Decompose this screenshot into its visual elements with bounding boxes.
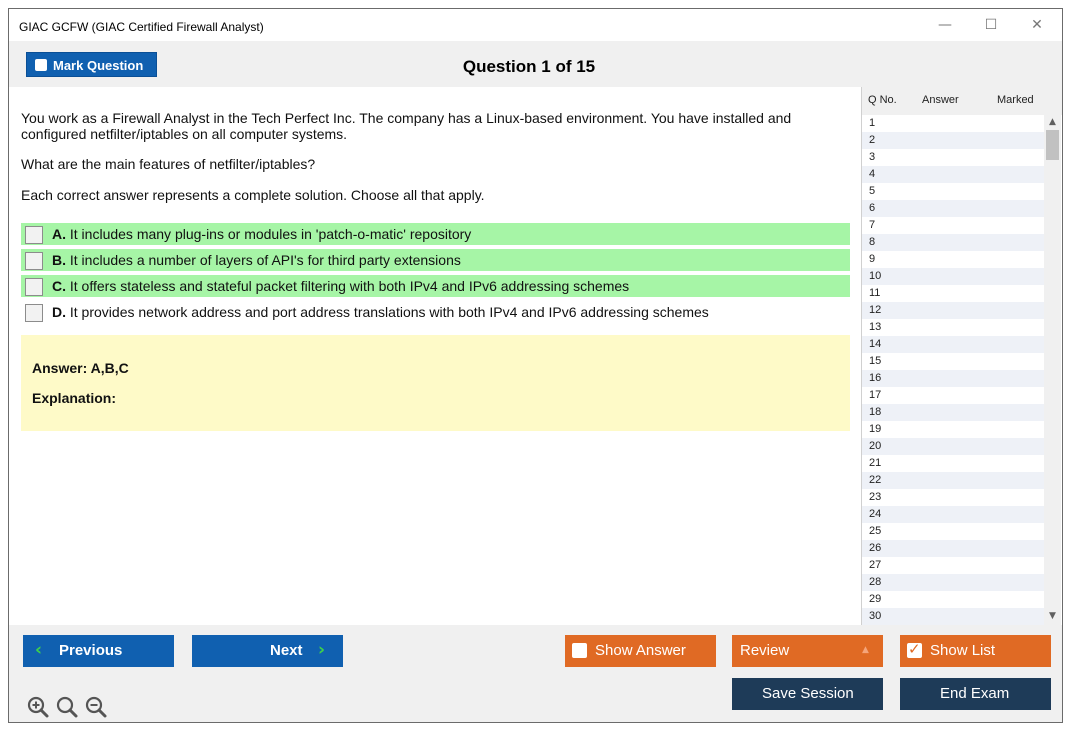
question-list-row[interactable]: 21 [869,457,882,469]
question-list-row[interactable]: 11 [869,287,881,299]
review-label: Review [740,642,790,659]
option-a-text: It includes many plug-ins or modules in 'patch-o-matic' repository [69,226,472,242]
option-a-letter: A. [52,226,66,242]
previous-button[interactable] [23,635,174,667]
question-list-row[interactable]: 1 [869,117,876,129]
end-exam-button[interactable] [900,678,1051,710]
qno-column-header: Q No. [868,94,897,106]
chevron-right-icon: › [318,640,326,660]
question-list-row[interactable]: 5 [869,185,876,197]
question-list-scrollbar[interactable] [1044,115,1061,625]
question-list-row[interactable]: 9 [869,253,876,265]
marked-column-header: Marked [997,94,1034,106]
answer-panel [21,335,850,431]
show-answer-checkbox[interactable] [572,643,587,658]
zoom-in-icon[interactable] [26,695,50,719]
caret-down-icon: ▲ [862,645,869,655]
scroll-down-icon[interactable]: ▼ [1049,611,1056,621]
question-list-row[interactable]: 16 [862,370,1044,387]
question-list-row[interactable]: 20 [862,438,1044,455]
question-list-panel [861,87,1062,625]
question-list-rows [862,115,1044,625]
question-list-row[interactable]: 26 [862,540,1044,557]
option-b[interactable] [21,249,850,271]
question-list-row[interactable]: 30 [862,608,1044,625]
question-list-row[interactable]: 17 [869,389,882,401]
option-d-checkbox[interactable] [25,304,43,322]
maximize-icon[interactable]: ☐ [984,17,998,33]
show-list-label: Show List [930,642,996,659]
question-list-row[interactable]: 12 [862,302,1044,319]
option-c-letter: C. [52,278,66,294]
previous-label: Previous [59,642,123,659]
question-pane [9,87,861,625]
bottom-toolbar [9,625,1062,722]
close-icon[interactable]: ✕ [1031,17,1043,33]
option-c[interactable] [21,275,850,297]
option-c-text: It offers stateless and stateful packet filtering with both IPv4 and IPv6 addressing schemes [69,278,630,294]
question-list-row[interactable]: 28 [862,574,1044,591]
option-d-text: It provides network address and port address translations with both IPv4 and IPv6 addressing schemes [69,304,709,320]
question-list-row[interactable]: 19 [869,423,882,435]
question-list-row[interactable]: 2 [862,132,1044,149]
option-a-checkbox[interactable] [25,226,43,244]
question-list-row[interactable]: 7 [869,219,876,231]
end-exam-label: End Exam [940,685,1010,702]
question-counter: Question 1 of 15 [462,57,596,76]
show-list-checkbox[interactable] [907,643,922,658]
option-d-letter: D. [52,304,66,320]
answer-column-header: Answer [922,94,959,106]
minimize-icon[interactable]: — [938,17,952,33]
mark-question-label: Mark Question [53,58,144,73]
question-list-row[interactable]: 15 [869,355,882,367]
question-list-header [862,87,1062,115]
question-prompt: What are the main features of netfilter/iptables? [21,156,316,172]
window-title: GIAC GCFW (GIAC Certified Firewall Analyst) [19,20,264,34]
option-b-letter: B. [52,252,66,268]
mark-question-button[interactable] [26,52,157,77]
review-dropdown[interactable] [732,635,883,667]
question-list-row[interactable]: 25 [869,525,882,537]
show-answer-button[interactable] [565,635,716,667]
option-b-checkbox[interactable] [25,252,43,270]
title-bar [9,9,1062,41]
question-list-row[interactable]: 3 [869,151,876,163]
option-c-checkbox[interactable] [25,278,43,296]
question-list-row[interactable]: 4 [862,166,1044,183]
question-list-row[interactable]: 14 [862,336,1044,353]
zoom-out-icon[interactable] [84,695,108,719]
question-stem: You work as a Firewall Analyst in the Tech Perfect Inc. The company has a Linux-based environment. You have installed and configured netfilter/iptables on all computer systems. [21,110,792,142]
show-list-button[interactable] [900,635,1051,667]
save-session-label: Save Session [762,685,854,702]
question-list-row[interactable]: 6 [862,200,1044,217]
top-toolbar [9,41,1062,87]
next-button[interactable] [192,635,343,667]
scroll-up-icon[interactable]: ▲ [1049,117,1056,127]
scroll-thumb[interactable] [1046,130,1059,160]
question-instruction: Each correct answer represents a complete solution. Choose all that apply. [21,187,485,203]
explanation-label: Explanation: [32,390,117,406]
answer-text: Answer: A,B,C [32,360,129,376]
option-b-text: It includes a number of layers of API's for third party extensions [69,252,461,268]
app-window [8,8,1063,723]
question-list-row[interactable]: 10 [862,268,1044,285]
option-d[interactable] [21,301,850,323]
show-answer-label: Show Answer [595,642,686,659]
question-list-row[interactable]: 22 [862,472,1044,489]
question-list-row[interactable]: 23 [869,491,882,503]
question-list-row[interactable]: 27 [869,559,882,571]
next-label: Next [270,642,303,659]
zoom-reset-icon[interactable] [55,695,79,719]
save-session-button[interactable] [732,678,883,710]
question-list-row[interactable]: 13 [869,321,882,333]
question-list-row[interactable]: 8 [862,234,1044,251]
question-list-row[interactable]: 18 [862,404,1044,421]
chevron-left-icon: ‹ [35,640,43,660]
question-list-row[interactable]: 29 [869,593,882,605]
option-a[interactable] [21,223,850,245]
question-list-row[interactable]: 24 [862,506,1044,523]
mark-checkbox-icon[interactable] [35,59,47,71]
